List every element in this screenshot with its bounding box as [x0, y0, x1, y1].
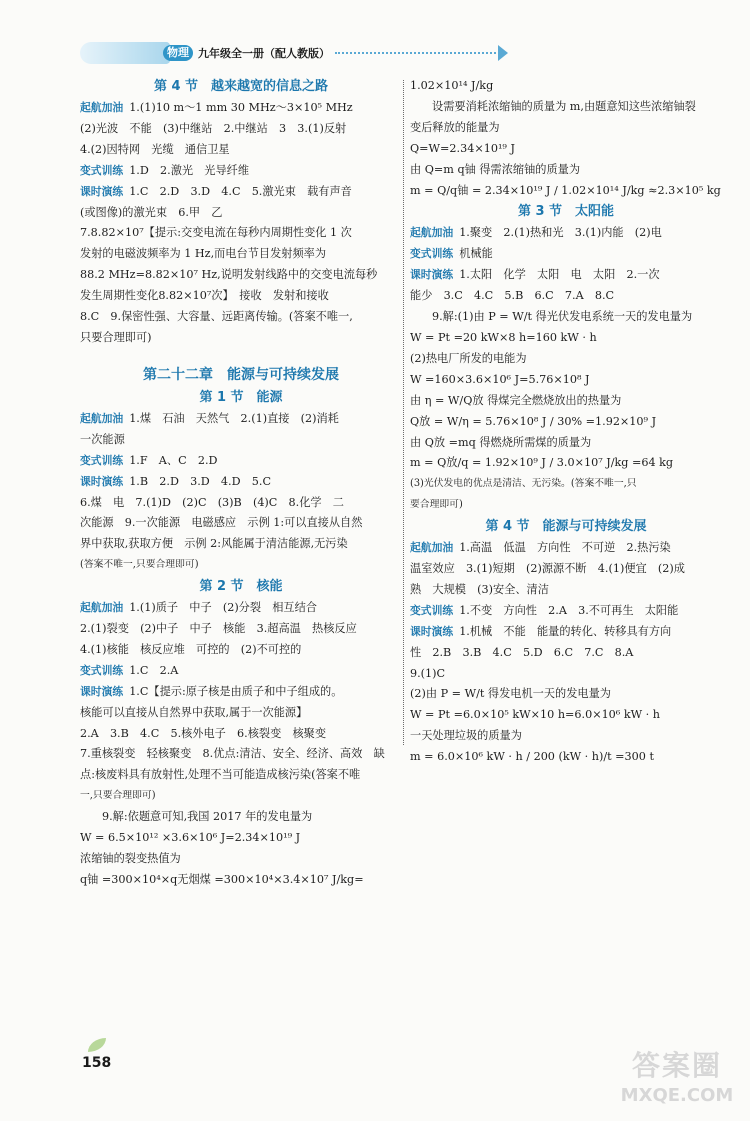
- answer-line: m = Q/q铀 = 2.34×10¹⁹ J / 1.02×10¹⁴ J/kg ≈2.3×10⁵ kg: [410, 183, 721, 197]
- answer-line: Q=W=2.34×10¹⁹ J: [410, 141, 515, 155]
- answer-line: 一次能源: [80, 432, 125, 446]
- answer-line: 点:核废料具有放射性,处理不当可能造成核污染(答案不唯: [80, 768, 361, 782]
- answer-line: W = 6.5×10¹² ×3.6×10⁶ J=2.34×10¹⁹ J: [80, 831, 301, 845]
- answer-line: [80, 451, 402, 472]
- book-title: 九年级全一册（配人教版）: [198, 47, 330, 60]
- answer-text: 1.F A、C 2.D: [129, 453, 218, 467]
- answer-line: 9.解:(1)由 P = W/t 得光伏发电系统一天的发电量为: [432, 310, 693, 324]
- answer-line: W =160×3.6×10⁶ J=5.76×10⁸ J: [410, 372, 590, 386]
- answer-line: 4.(1)核能 核反应堆 可控的 (2)不可控的: [80, 642, 302, 656]
- answer-line: [410, 622, 722, 643]
- chapter-title: 第二十二章 能源与可持续发展: [143, 366, 339, 383]
- answer-line: 7.重核裂变 轻核聚变 8.优点:清洁、安全、经济、高效 缺: [80, 747, 385, 761]
- answer-line: [80, 98, 402, 119]
- answer-text: 1.太阳 化学 太阳 电 太阳 2.一次: [459, 268, 660, 282]
- answer-text: 1.机械 不能 能量的转化、转移具有方向: [459, 624, 672, 638]
- category-tag: 起航加油: [80, 601, 124, 615]
- answer-text: 1.(1)质子 中子 (2)分裂 相互结合: [129, 601, 317, 615]
- answer-line: (或图像)的激光束 6.甲 乙: [80, 205, 223, 219]
- answer-line: 1.02×10¹⁴ J/kg: [410, 79, 494, 92]
- section-title: 第 2 节 核能: [199, 579, 283, 595]
- answer-line: [410, 601, 722, 622]
- section-title: 第 4 节 越来越宽的信息之路: [153, 79, 329, 94]
- answer-line: [410, 244, 722, 265]
- answer-line: 发生周期性变化8.82×10⁷次】 接收 发射和接收: [80, 289, 329, 303]
- category-tag: 课时演练: [80, 474, 124, 488]
- answer-text: 1.C 2.A: [129, 663, 179, 677]
- answer-text: 1.(1)10 m～1 mm 30 MHz～3×10⁵ MHz: [129, 101, 353, 114]
- answer-line: m = 6.0×10⁶ kW · h / 200 (kW · h)/t =300 t: [410, 750, 654, 764]
- answer-line: W = Pt =20 kW×8 h=160 kW · h: [410, 330, 597, 344]
- header-decoration: [80, 42, 170, 64]
- category-tag: 课时演练: [410, 624, 454, 638]
- answer-line: 核能可以直接从自然界中获取,属于一次能源】: [80, 705, 308, 719]
- answer-line: 88.2 MHz=8.82×10⁷ Hz,说明发射线路中的交变电流每秒: [80, 268, 378, 282]
- left-column: [80, 76, 402, 891]
- answer-line: 要合理即可): [410, 499, 463, 511]
- category-tag: 课时演练: [80, 184, 124, 198]
- answer-line: [80, 682, 402, 703]
- answer-line: 浓缩铀的裂变热值为: [80, 852, 181, 865]
- answer-line: (2)光波 不能 (3)中继站 2.中继站 3 3.(1)反射: [80, 121, 347, 135]
- answer-line: 2.A 3.B 4.C 5.核外电子 6.核裂变 核聚变: [80, 726, 327, 740]
- answer-line: 变后释放的能量为: [410, 120, 500, 134]
- answer-line: W = Pt =6.0×10⁵ kW×10 h=6.0×10⁶ kW · h: [410, 708, 660, 722]
- answer-line: 性 2.B 3.B 4.C 5.D 6.C 7.C 8.A: [410, 645, 634, 659]
- category-tag: 起航加油: [410, 541, 454, 555]
- answer-line: (3)光伏发电的优点是清洁、无污染。(答案不唯一,只: [410, 478, 637, 490]
- answer-line: Q放 = W/η = 5.76×10⁸ J / 30% =1.92×10⁹ J: [410, 414, 657, 428]
- answer-line: [80, 409, 402, 430]
- category-tag: 变式训练: [410, 603, 454, 617]
- answer-line: 由 Q放 =mq 得燃烧所需煤的质量为: [410, 435, 592, 449]
- header-dotted-line: [335, 52, 500, 54]
- answer-line: [410, 265, 722, 286]
- category-tag: 变式训练: [410, 247, 454, 261]
- answer-text: 机械能: [459, 247, 493, 261]
- answer-line: 由 η = W/Q放 得煤完全燃烧放出的热量为: [410, 393, 622, 407]
- answer-text: 1.不变 方向性 2.A 3.不可再生 太阳能: [459, 603, 679, 617]
- answer-line: (2)由 P = W/t 得发电机一天的发电量为: [410, 687, 611, 701]
- answer-line: 能少 3.C 4.C 5.B 6.C 7.A 8.C: [410, 289, 615, 303]
- watermark-logo: [612, 1048, 742, 1118]
- category-tag: 起航加油: [80, 101, 124, 114]
- leaf-icon: [88, 1038, 106, 1052]
- category-tag: 变式训练: [80, 163, 124, 177]
- answer-line: [410, 538, 722, 559]
- answer-line: 设需要消耗浓缩铀的质量为 m,由题意知这些浓缩铀裂: [432, 99, 696, 113]
- section-title: 第 4 节 能源与可持续发展: [485, 519, 647, 535]
- answer-line: 发射的电磁波频率为 1 Hz,而电台节目发射频率为: [80, 247, 327, 261]
- right-column: [410, 76, 722, 768]
- answer-line: 一天处理垃圾的质量为: [410, 729, 522, 743]
- answer-text: 1.C 2.D 3.D 4.C 5.激光束 载有声音: [129, 184, 352, 198]
- answer-line: (2)热电厂所发的电能为: [410, 351, 527, 365]
- category-tag: 课时演练: [410, 268, 454, 282]
- answer-text: 1.B 2.D 3.D 4.D 5.C: [129, 474, 271, 488]
- category-tag: 课时演练: [80, 684, 124, 698]
- answer-line: (答案不唯一,只要合理即可): [80, 559, 199, 571]
- answer-line: 熟 大规模 (3)安全、清洁: [410, 582, 549, 596]
- answer-line: 只要合理即可): [80, 330, 152, 344]
- answer-line: 次能源 9.一次能源 电磁感应 示例 1:可以直接从自然: [80, 516, 363, 530]
- answer-line: 6.煤 电 7.(1)D (2)C (3)B (4)C 8.化学 二: [80, 495, 344, 509]
- answer-text: 1.D 2.激光 光导纤维: [129, 163, 250, 177]
- answer-line: [80, 182, 402, 203]
- answer-line: m = Q放/q = 1.92×10⁹ J / 3.0×10⁷ J/kg =64 kg: [410, 456, 674, 470]
- answer-line: 2.(1)裂变 (2)中子 中子 核能 3.超高温 热核反应: [80, 622, 357, 636]
- answer-line: [80, 661, 402, 682]
- answer-text: 1.C【提示:原子核是由质子和中子组成的。: [129, 684, 343, 698]
- answer-line: 9.解:依题意可知,我国 2017 年的发电量为: [102, 810, 313, 824]
- answer-text: 1.煤 石油 天然气 2.(1)直接 (2)消耗: [129, 411, 339, 425]
- category-tag: 变式训练: [80, 663, 124, 677]
- answer-line: 温室效应 3.(1)短期 (2)源源不断 4.(1)便宜 (2)成: [410, 562, 685, 576]
- section-title: 第 3 节 太阳能: [517, 204, 615, 220]
- answer-line: [80, 472, 402, 493]
- answer-line: 由 Q=m q铀 得需浓缩铀的质量为: [410, 162, 581, 176]
- watermark-url: MXQE.COM: [620, 1085, 734, 1106]
- column-divider: [403, 80, 404, 745]
- category-tag: 起航加油: [80, 411, 124, 425]
- category-tag: 变式训练: [80, 453, 124, 467]
- subject-badge: 物理: [163, 45, 193, 61]
- answer-line: 8.C 9.保密性强、大容量、远距离传输。(答案不唯一,: [80, 310, 353, 324]
- watermark-title: 答案圈: [631, 1049, 722, 1082]
- section-title: 第 1 节 能源: [199, 389, 283, 405]
- answer-line: 一,只要合理即可): [80, 790, 156, 802]
- answer-line: [80, 598, 402, 619]
- page-header: [80, 40, 510, 66]
- answer-line: [80, 161, 402, 182]
- answer-line: 4.(2)因特网 光缆 通信卫星: [80, 142, 230, 156]
- page-number: 158: [82, 1055, 112, 1071]
- answer-line: 9.(1)C: [410, 666, 446, 680]
- arrow-icon: [498, 45, 508, 61]
- answer-text: 1.聚变 2.(1)热和光 3.(1)内能 (2)电: [459, 226, 662, 240]
- answer-line: [410, 223, 722, 244]
- answer-line: q铀 =300×10⁴×q无烟煤 =300×10⁴×3.4×10⁷ J/kg=: [80, 872, 364, 886]
- answer-line: 7.8.82×10⁷【提示:交变电流在每秒内周期性变化 1 次: [80, 226, 352, 240]
- category-tag: 起航加油: [410, 226, 454, 240]
- answer-line: 界中获取,获取方便 示例 2:风能属于清洁能源,无污染: [80, 537, 348, 551]
- answer-text: 1.高温 低温 方向性 不可逆 2.热污染: [459, 541, 671, 555]
